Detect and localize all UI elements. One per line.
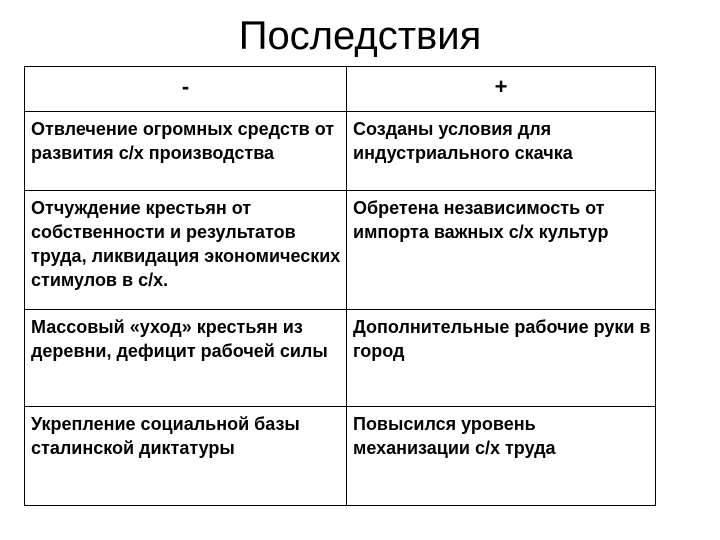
negative-cell: Отвлечение огромных средств от развития с/х производства <box>25 112 347 191</box>
positive-cell: Созданы условия для индустриального скачка <box>347 112 656 191</box>
positive-cell: Дополнительные рабочие руки в город <box>347 310 656 407</box>
consequences-table <box>24 66 656 506</box>
table-row <box>25 112 656 191</box>
slide-title: Последствия <box>238 14 482 58</box>
table-row <box>25 191 656 310</box>
positive-cell: Обретена независимость от импорта важных с/х культур <box>347 191 656 310</box>
table-row <box>25 310 656 407</box>
table-header-row <box>25 67 656 112</box>
header-negative: - <box>25 67 347 112</box>
negative-cell: Отчуждение крестьян от собственности и результатов труда, ликвидация экономических стимулов в с/х. <box>25 191 347 310</box>
table-row <box>25 407 656 506</box>
positive-cell: Повысился уровень механизации с/х труда <box>347 407 656 506</box>
negative-cell: Укрепление социальной базы сталинской диктатуры <box>25 407 347 506</box>
negative-cell: Массовый «уход» крестьян из деревни, дефицит рабочей силы <box>25 310 347 407</box>
header-positive: + <box>347 67 656 112</box>
